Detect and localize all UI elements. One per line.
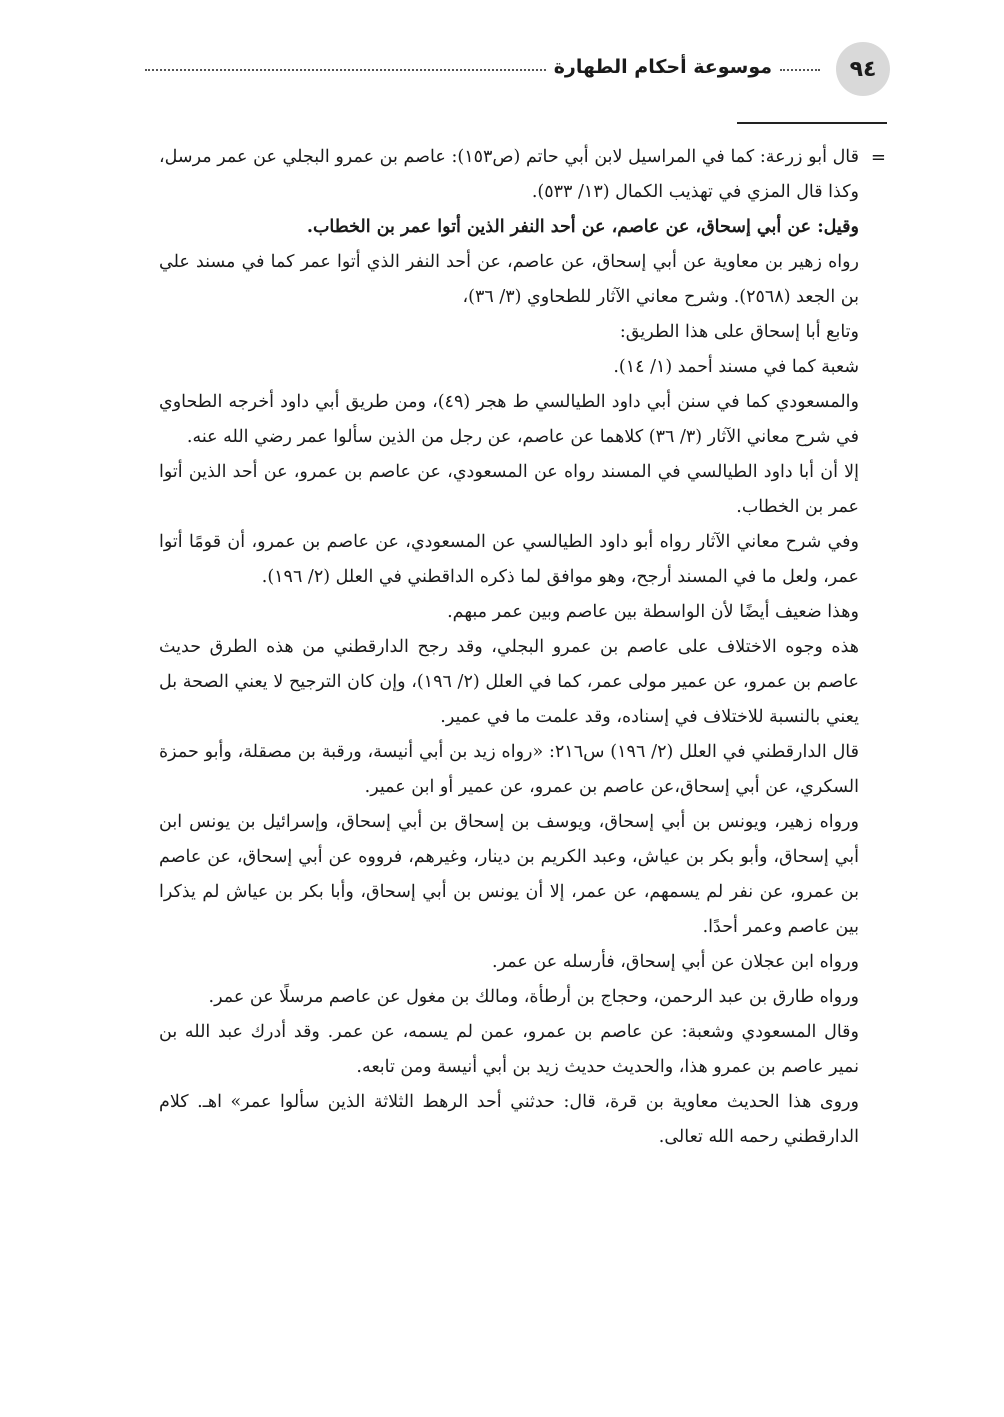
paragraph: والمسعودي كما في سنن أبي داود الطيالسي ط هجر (٤٩)، ومن طريق أبي داود أخرجه الطحاوي في شرح معاني الآثار (٣/ ٣٦) كلاهما عن عاصم، عن رجل من الذين سألوا عمر رضي الله عنه. xyxy=(159,392,859,447)
paragraph: رواه زهير بن معاوية عن أبي إسحاق، عن عاصم، عن أحد النفر الذي أتوا عمر كما في مسند علي بن الجعد (٢٥٦٨). وشرح معاني الآثار للطحاوي (٣/ ٣٦)، xyxy=(159,252,859,307)
paragraph: وروى هذا الحديث معاوية بن قرة، قال: حدثني أحد الرهط الثلاثة الذين سألوا عمر» اهـ. كلام الدارقطني رحمه الله تعالى. xyxy=(159,1092,859,1147)
paragraph-bold: وقيل: عن أبي إسحاق، عن عاصم، عن أحد النفر الذين أتوا عمر بن الخطاب. xyxy=(306,217,859,237)
paragraph: هذه وجوه الاختلاف على عاصم بن عمرو البجلي، وقد رجح الدارقطني من هذه الطرق حديث عاصم بن عمرو، عن عمير مولى عمر، كما في العلل (٢/ ١٩٦)، وإن كان الترجيح لا يعني الصحة بل يعني بالنسبة للاختلاف في إسناده، وقد علمت ما في عمير. xyxy=(159,637,859,727)
running-title: موسوعة أحكام الطهارة xyxy=(553,56,772,78)
paragraph: ورواه طارق بن عبد الرحمن، وحجاج بن أرطأة، ومالك بن مغول عن عاصم مرسلًا عن عمر. xyxy=(208,987,859,1007)
page-number: ٩٤ xyxy=(836,42,890,96)
paragraph: إلا أن أبا داود الطيالسي في المسند رواه عن المسعودي، عن عاصم بن عمرو، عن أحد الذين أتوا عمر بن الخطاب. xyxy=(159,462,859,517)
continuation-mark: = xyxy=(870,147,886,168)
paragraph: ورواه ابن عجلان عن أبي إسحاق، فأرسله عن عمر. xyxy=(492,952,859,972)
paragraph: قال أبو زرعة: كما في المراسيل لابن أبي حاتم (ص١٥٣): عاصم بن عمرو البجلي عن عمر مرسل، وكذا قال المزي في تهذيب الكمال (١٣/ ٥٣٣). xyxy=(159,147,859,202)
page-header xyxy=(145,42,890,98)
footnote-separator xyxy=(737,122,887,124)
paragraph: وفي شرح معاني الآثار رواه أبو داود الطيالسي عن المسعودي، عن عاصم بن عمرو، أن قومًا أتوا عمر، ولعل ما في المسند أرجح، وهو موافق لما ذكره الداقطني في العلل (٢/ ١٩٦). xyxy=(159,532,859,587)
leader-dots-left xyxy=(145,69,546,71)
leader-dots-right xyxy=(780,69,820,71)
paragraph: شعبة كما في مسند أحمد (١/ ١٤). xyxy=(613,357,859,377)
paragraph: وهذا ضعيف أيضًا لأن الواسطة بين عاصم وبين عمر مبهم. xyxy=(447,602,859,622)
paragraph: وتابع أبا إسحاق على هذا الطريق: xyxy=(619,322,859,342)
running-title-row xyxy=(145,56,820,78)
paragraph: وقال المسعودي وشعبة: عن عاصم بن عمرو، عمن لم يسمه، عن عمر. وقد أدرك عبد الله بن نمير عاصم بن عمرو هذا، والحديث حديث زيد بن أبي أنيسة ومن تابعه. xyxy=(159,1022,859,1077)
footnote-body xyxy=(159,140,859,1155)
paragraph: ورواه زهير، ويونس بن أبي إسحاق، ويوسف بن إسحاق بن أبي إسحاق، وإسرائيل بن يونس ابن أبي إسحاق، وأبو بكر بن عياش، وعبد الكريم بن دينار، وغيرهم، فرووه عن أبي إسحاق، عن عاصم بن عمرو، عن نفر لم يسمهم، عن عمر، إلا أن يونس بن أبي إسحاق، وأبا بكر بن عياش لم يذكرا بين عاصم وعمر أحدًا. xyxy=(159,812,859,937)
paragraph: قال الدارقطني في العلل (٢/ ١٩٦) س٢١٦: «رواه زيد بن أبي أنيسة، ورقبة بن مصقلة، وأبو حمزة السكري، عن أبي إسحاق،عن عاصم بن عمرو، عن عمير أو ابن عمير. xyxy=(159,742,859,797)
